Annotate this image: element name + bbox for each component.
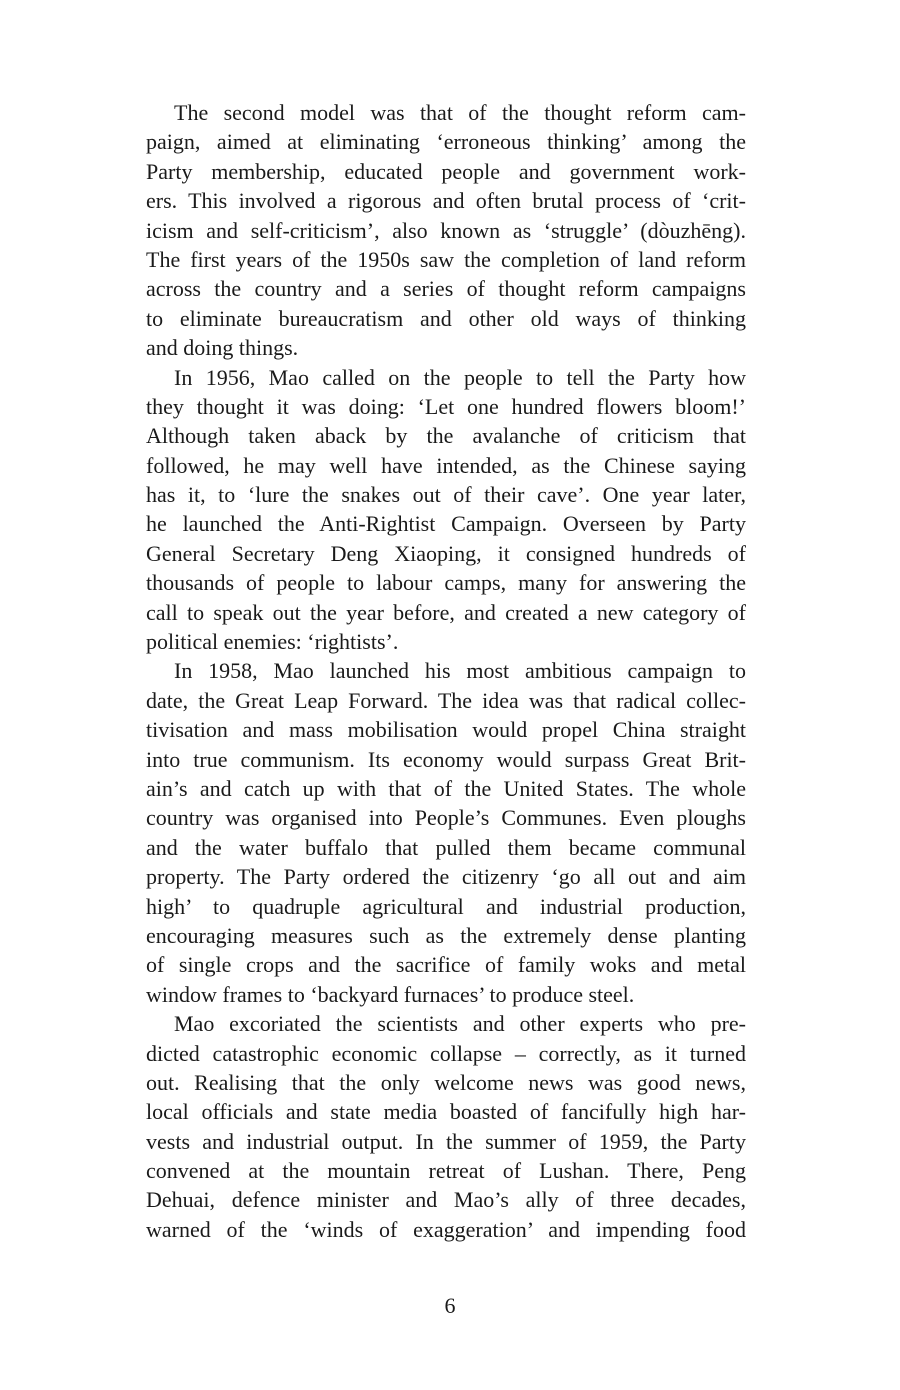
text-line: Mao excoriated the scientists and other experts who pre-	[174, 1011, 746, 1037]
text-line: The first years of the 1950s saw the completion of land reform	[146, 246, 746, 272]
text-line: local officials and state media boasted of fancifully high har-	[146, 1099, 746, 1125]
text-line: encouraging measures such as the extremely dense planting	[146, 922, 746, 948]
text-line: of single crops and the sacrifice of family woks and metal	[146, 952, 746, 978]
page-number: 6	[444, 1293, 456, 1318]
text-line: date, the Great Leap Forward. The idea was that radical collec-	[146, 687, 746, 713]
text-line: Although taken aback by the avalanche of criticism that	[146, 423, 746, 449]
text-line: has it, to ‘lure the snakes out of their cave’. One year later,	[146, 482, 746, 508]
text-line: tivisation and mass mobilisation would propel China straight	[146, 717, 746, 743]
text-line: thousands of people to labour camps, many for answering the	[146, 570, 746, 596]
text-line: convened at the mountain retreat of Lushan. There, Peng	[146, 1158, 746, 1184]
paragraph-2	[146, 363, 746, 657]
text-line: into true communism. Its economy would surpass Great Brit-	[146, 746, 746, 772]
text-line: General Secretary Deng Xiaoping, it consigned hundreds of	[146, 540, 746, 566]
text-line: ers. This involved a rigorous and often brutal process of ‘crit-	[146, 188, 746, 214]
text-line: political enemies: ‘rightists’.	[146, 629, 399, 655]
paragraph-1	[146, 98, 746, 363]
paragraph-4	[146, 1009, 746, 1244]
text-line: icism and self-criticism’, also known as ‘struggle’ (dòuzhēng).	[146, 217, 746, 243]
text-line: call to speak out the year before, and created a new category of	[146, 599, 746, 625]
text-line: window frames to ‘backyard furnaces’ to produce steel.	[146, 981, 635, 1007]
body-text	[146, 98, 746, 1244]
text-line: followed, he may well have intended, as the Chinese saying	[146, 452, 746, 478]
text-line: The second model was that of the thought reform cam-	[174, 100, 746, 125]
text-line: country was organised into People’s Communes. Even ploughs	[146, 805, 746, 831]
text-line: property. The Party ordered the citizenry ‘go all out and aim	[146, 864, 746, 890]
text-line: Party membership, educated people and government work-	[146, 158, 746, 184]
text-line: and the water buffalo that pulled them became communal	[146, 834, 746, 860]
text-line: vests and industrial output. In the summer of 1959, the Party	[146, 1128, 746, 1154]
text-line: paign, aimed at eliminating ‘erroneous thinking’ among the	[146, 129, 746, 155]
paragraph-3	[146, 656, 746, 1009]
text-line: Dehuai, defence minister and Mao’s ally of three decades,	[146, 1187, 746, 1213]
text-line: high’ to quadruple agricultural and industrial production,	[146, 893, 746, 919]
text-line: warned of the ‘winds of exaggeration’ and impending food	[146, 1216, 746, 1242]
text-line: they thought it was doing: ‘Let one hundred flowers bloom!’	[146, 393, 746, 419]
text-line: to eliminate bureaucratism and other old ways of thinking	[146, 305, 746, 331]
text-line: he launched the Anti-Rightist Campaign. Overseen by Party	[146, 511, 746, 537]
text-line: In 1956, Mao called on the people to tell the Party how	[174, 364, 746, 390]
text-line: and doing things.	[146, 335, 299, 361]
text-line: In 1958, Mao launched his most ambitious campaign to	[174, 658, 746, 684]
text-line: across the country and a series of thought reform campaigns	[146, 276, 746, 302]
text-line: ain’s and catch up with that of the United States. The whole	[146, 775, 746, 801]
text-line: out. Realising that the only welcome news was good news,	[146, 1069, 746, 1095]
text-line: dicted catastrophic economic collapse – correctly, as it turned	[146, 1040, 746, 1066]
